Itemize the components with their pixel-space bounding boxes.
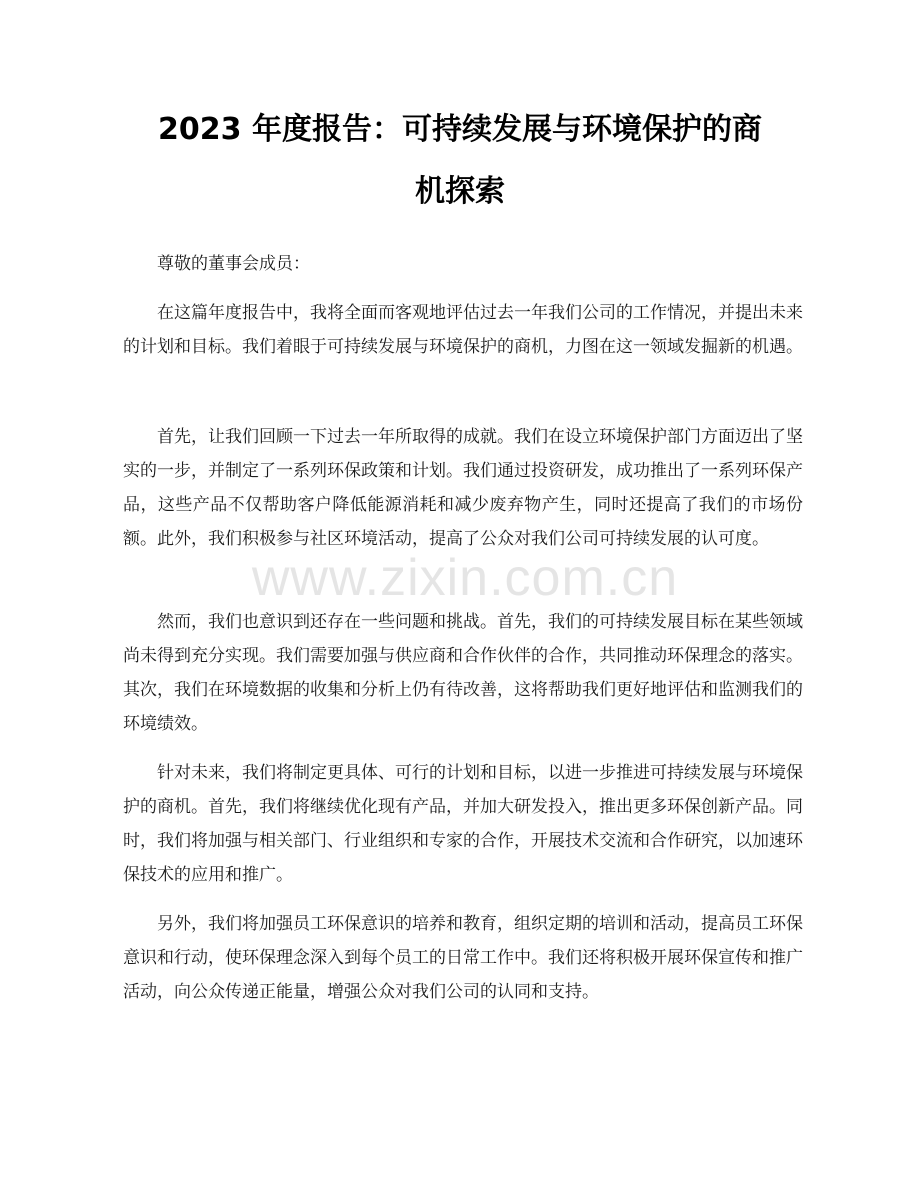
- paragraph-intro: 在这篇年度报告中，我将全面而客观地评估过去一年我们公司的工作情况，并提出未来的计划和目标。我们着眼于可持续发展与环境保护的商机，力图在这一领域发掘新的机遇。: [123, 303, 803, 357]
- paragraph-future-plans: 针对未来，我们将制定更具体、可行的计划和目标，以进一步推进可持续发展与环境保护的商机。首先，我们将继续优化现有产品，并加大研发投入，推出更多环保创新产品。同时，我们将加强与相关部门、行业组织和专家的合作，开展技术交流和合作研究，以加速环保技术的应用和推广。: [123, 763, 803, 885]
- watermark: www.zixin.com.cn: [251, 549, 679, 607]
- paragraph-challenges: 然而，我们也意识到还存在一些问题和挑战。首先，我们的可持续发展目标在某些领域尚未得到充分实现。我们需要加强与供应商和合作伙伴的合作，共同推动环保理念的落实。其次，我们在环境数据的收集和分析上仍有待改善，这将帮助我们更好地评估和监测我们的环境绩效。: [123, 612, 803, 734]
- paragraph-employee-awareness: 另外，我们将加强员工环保意识的培养和教育，组织定期的培训和活动，提高员工环保意识和行动，使环保理念深入到每个员工的日常工作中。我们还将积极开展环保宣传和推广活动，向公众传递正能量，增强公众对我们公司的认同和支持。: [123, 914, 803, 1002]
- document-title-line-2: 机探索: [415, 174, 505, 209]
- document-title-line-1: 2023 年度报告：可持续发展与环境保护的商: [158, 112, 762, 147]
- paragraph-achievements: 首先，让我们回顾一下过去一年所取得的成就。我们在设立环境保护部门方面迈出了坚实的一步，并制定了一系列环保政策和计划。我们通过投资研发，成功推出了一系列环保产品，这些产品不仅帮助客户降低能源消耗和减少废弃物产生，同时还提高了我们的市场份额。此外，我们积极参与社区环境活动，提高了公众对我们公司可持续发展的认可度。: [123, 427, 803, 549]
- salutation: 尊敬的董事会成员：: [157, 254, 310, 274]
